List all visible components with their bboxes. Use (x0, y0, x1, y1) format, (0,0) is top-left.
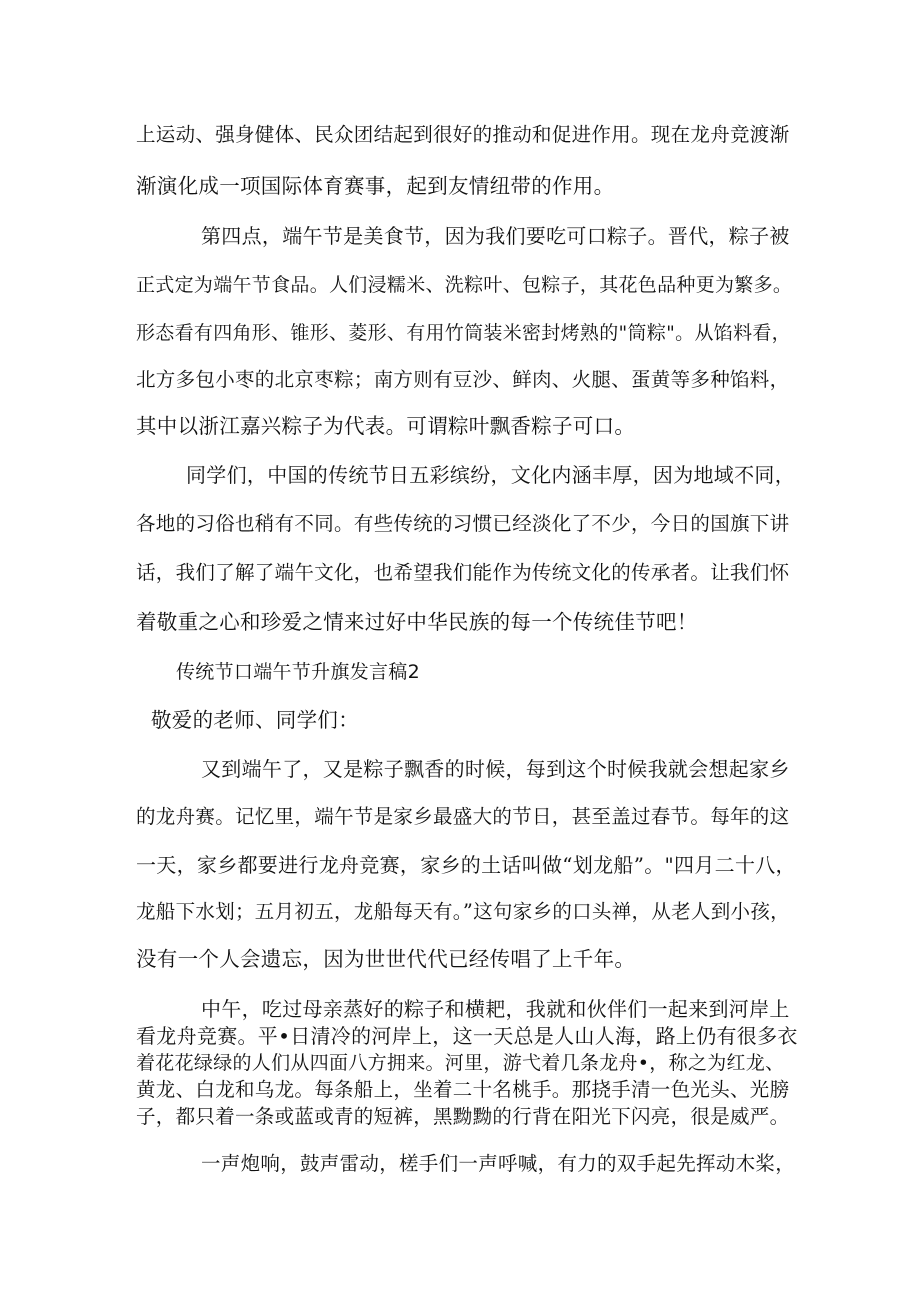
paragraph-line: 同学们，中国的传统节日五彩缤纷，文化内涵丰厚，因为地域不同， (186, 463, 795, 487)
section-title: 传统节口端午节升旗发言稿2 (176, 661, 420, 683)
paragraph-line: 黄龙、白龙和乌龙。每条船上，坐着二十名桃手。那挠手清一色光头、光膀 (136, 1078, 790, 1101)
paragraph-line: 上运动、强身健体、民众团结起到很好的推动和促进作用。现在龙舟竞渡渐 (136, 123, 790, 146)
paragraph-line: 北方多包小枣的北京枣粽；南方则有豆沙、鲜肉、火腿、蛋黄等多种馅料， (136, 368, 790, 391)
paragraph-line: 着花花绿绿的人们从四面八方拥来。河里，游弋着几条龙舟•，称之为红龙、 (136, 1052, 785, 1074)
paragraph-line: 第四点，端午节是美食节，因为我们要吃可口粽子。晋代，粽子被 (201, 224, 790, 248)
paragraph-line: 各地的习俗也稍有不同。有些传统的习惯已经淡化了不少，今日的国旗下讲 (136, 512, 790, 535)
paragraph-line: 的龙舟赛。记忆里，端午节是家乡最盛大的节日，甚至盖过春节。每年的这 (136, 805, 790, 828)
salutation: 敬爱的老师、同学们： (151, 708, 359, 732)
paragraph-line: 话，我们了解了端午文化，也希望我们能作为传统文化的传承者。让我们怀 (136, 561, 790, 584)
paragraph-line: 又到端午了，又是粽子飘香的时候，每到这个时候我就会想起家乡 (201, 757, 790, 781)
paragraph-line: 看龙舟竞赛。平•日清冷的河岸上，这一天总是人山人海，路上仍有很多衣 (136, 1024, 798, 1048)
paragraph-line: 龙船下水划；五月初五，龙船每天有。”这句家乡的口头禅，从老人到小孩， (136, 900, 790, 923)
paragraph-line: 形态看有四角形、锥形、菱形、有用竹筒装米密封烤熟的"筒粽"。从馅料看， (136, 322, 791, 344)
paragraph-line: 子，都只着一条或蓝或青的短裤，黑黝黝的行背在阳光下闪亮，很是威严。 (136, 1105, 790, 1128)
paragraph-line: 着敬重之心和珍爱之情来过好中华民族的每一个传统佳节吧！ (136, 610, 698, 634)
paragraph-line: 一声炮响，鼓声雷动，槎手们一声呼喊，有力的双手起先挥动木桨， (201, 1152, 796, 1175)
paragraph-line: 正式定为端午节食品。人们浸糯米、洗粽叶、包粽子，其花色品种更为繁多。 (136, 274, 793, 296)
paragraph-line: 渐演化成一项国际体育赛事，起到友情纽带的作用。 (136, 174, 615, 198)
paragraph-line: 其中以浙江嘉兴粽子为代表。可谓粽叶飘香粽子可口。 (136, 414, 636, 438)
paragraph-line: 中午，吃过母亲蒸好的粽子和横耙，我就和伙伴们一起来到河岸上 (201, 997, 790, 1021)
paragraph-line: 没有一个人会遗忘，因为世世代代已经传唱了上千年。 (136, 947, 636, 971)
paragraph-line: 一天，家乡都要进行龙舟竞赛，家乡的土话叫做“划龙船”。"四月二十八， (136, 853, 796, 877)
